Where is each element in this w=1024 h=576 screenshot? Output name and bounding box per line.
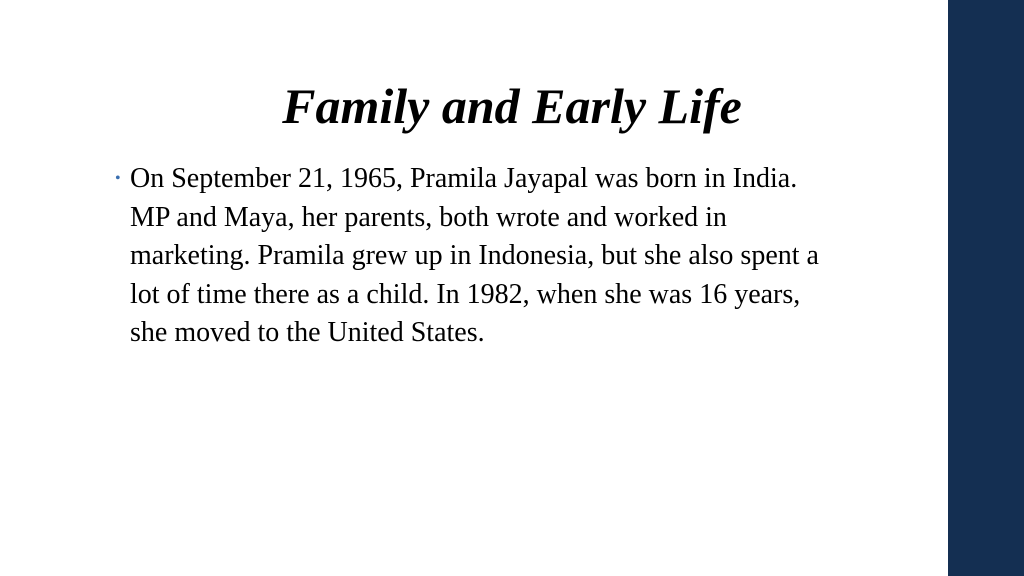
slide-title: Family and Early Life: [282, 78, 742, 134]
bullet-text: On September 21, 1965, Pramila Jayapal was born in India. MP and Maya, her parents, both wrote and worked in marketing. Pramila grew up in Indonesia, but she also spent a lot of time there as a child. In 1982, when she was 16 years, she moved to the United States.: [130, 163, 819, 348]
bullet-list: [112, 160, 822, 353]
bullet-icon: •: [115, 170, 121, 187]
bullet-item: [112, 160, 822, 353]
decorative-side-bar: [948, 0, 1024, 576]
